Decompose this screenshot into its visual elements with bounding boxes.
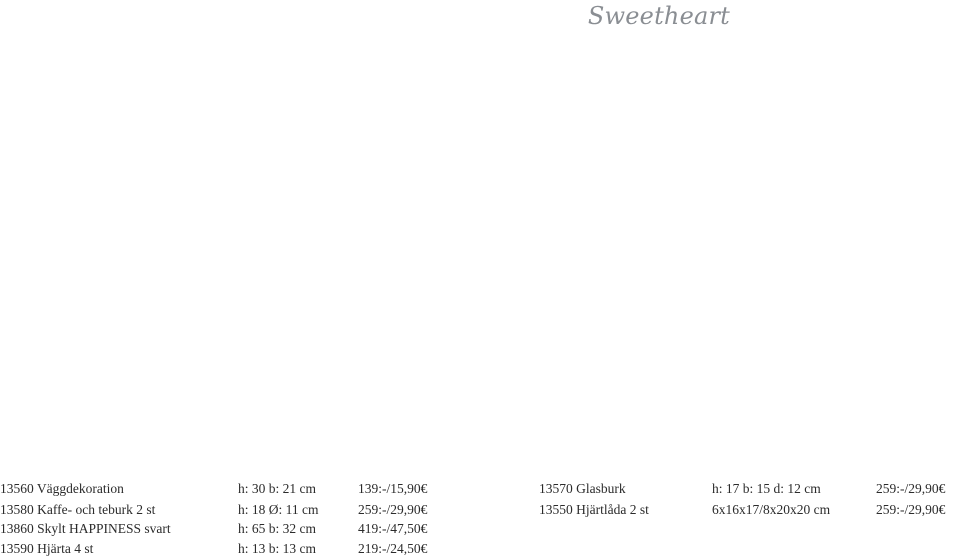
page-title: Sweetheart bbox=[587, 2, 730, 30]
product-dimensions: h: 30 b: 21 cm bbox=[238, 481, 316, 496]
product-dimensions: h: 17 b: 15 d: 12 cm bbox=[712, 481, 821, 496]
product-name: 13590 Hjärta 4 st bbox=[0, 541, 94, 556]
product-price: 259:-/29,90€ bbox=[876, 481, 946, 496]
product-name: 13550 Hjärtlåda 2 st bbox=[539, 502, 649, 517]
product-name: 13560 Väggdekoration bbox=[0, 481, 124, 496]
product-price: 219:-/24,50€ bbox=[358, 541, 428, 556]
product-name: 13580 Kaffe- och teburk 2 st bbox=[0, 502, 156, 517]
product-price: 419:-/47,50€ bbox=[358, 521, 428, 536]
product-dimensions: h: 13 b: 13 cm bbox=[238, 541, 316, 556]
product-dimensions: 6x16x17/8x20x20 cm bbox=[712, 502, 831, 517]
product-dimensions: h: 65 b: 32 cm bbox=[238, 521, 316, 536]
product-name: 13860 Skylt HAPPINESS svart bbox=[0, 521, 171, 536]
product-price: 139:-/15,90€ bbox=[358, 481, 428, 496]
product-name: 13570 Glasburk bbox=[539, 481, 626, 496]
product-dimensions: h: 18 Ø: 11 cm bbox=[238, 502, 319, 517]
product-price: 259:-/29,90€ bbox=[358, 502, 428, 517]
product-price: 259:-/29,90€ bbox=[876, 502, 946, 517]
